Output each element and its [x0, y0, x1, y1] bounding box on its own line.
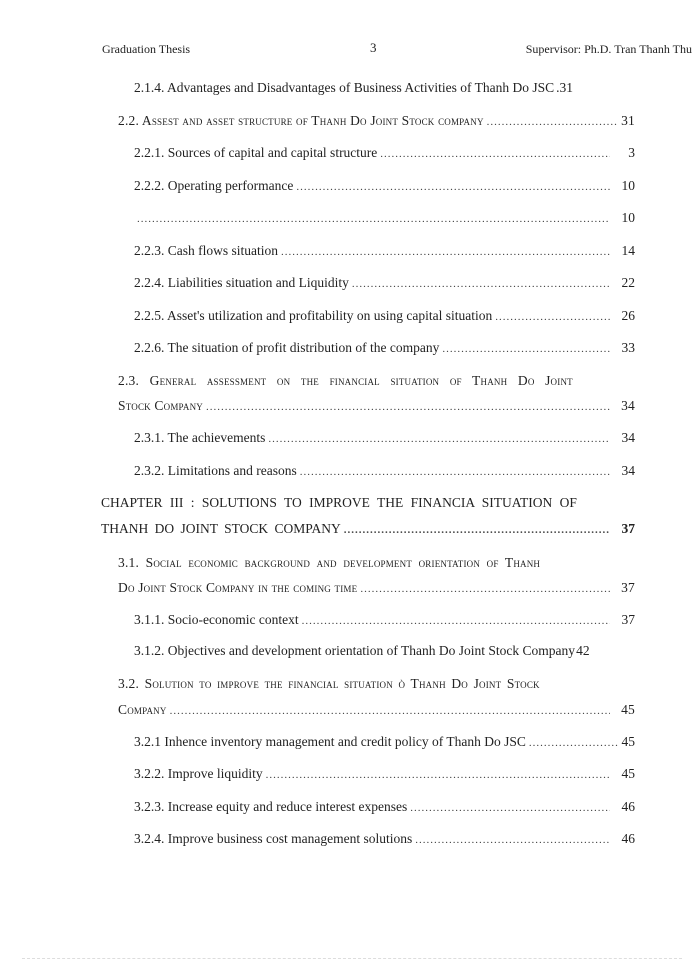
- dot-leader: [137, 213, 610, 225]
- dot-leader: [360, 583, 610, 595]
- dot-leader: [352, 278, 610, 290]
- toc-entry[interactable]: 3.1.2. Objectives and development orientation of Thanh Do Joint Stock Company 42: [134, 643, 590, 658]
- toc-entry[interactable]: 2.2.4. Liabilities situation and Liquidity ..... 22: [134, 275, 635, 291]
- toc-entry[interactable]: Company ..... 45: [118, 702, 635, 718]
- toc-entry[interactable]: 2.2.2. Operating performance ..... 10: [134, 178, 635, 194]
- dot-leader: [495, 311, 610, 323]
- toc-entry[interactable]: 2.2.5. Asset's utilization and profitability on using capital situation ..... 26: [134, 308, 635, 324]
- toc-entry[interactable]: 2.1.4. Advantages and Disadvantages of Business Activities of Thanh Do JSC .31: [134, 80, 573, 95]
- dot-leader: [529, 737, 619, 749]
- dot-leader: [487, 116, 618, 128]
- toc-entry[interactable]: 2.2.1. Sources of capital and capital structure ..... 3: [134, 145, 635, 161]
- toc-entry[interactable]: ..... 10: [134, 210, 635, 226]
- toc-entry[interactable]: Stock Company ..... 34: [118, 398, 635, 414]
- dot-leader: [300, 466, 610, 478]
- page-header: [0, 38, 700, 58]
- dot-leader: [410, 802, 610, 814]
- toc-entry[interactable]: THANH DO JOINT STOCK COMPANY ..... 37: [101, 521, 635, 537]
- toc-entry[interactable]: Do Joint Stock Company in the coming time ..... 37: [118, 580, 635, 596]
- dot-leader: [415, 834, 610, 846]
- header-supervisor: Supervisor: Ph.D. Tran Thanh Thu: [525, 42, 692, 56]
- toc-entry[interactable]: 3.2.3. Increase equity and reduce interest expenses ..... 46: [134, 799, 635, 815]
- dot-leader: [268, 433, 610, 445]
- toc-section-heading[interactable]: 3.2. Solution to improve the financial situation ò Thanh Do Joint Stock: [118, 676, 540, 691]
- dot-leader: [296, 181, 610, 193]
- dot-leader: [281, 246, 610, 258]
- toc-entry[interactable]: 3.2.2. Improve liquidity ..... 45: [134, 766, 635, 782]
- toc-entry[interactable]: 3.1.1. Socio-economic context ..... 37: [134, 612, 635, 628]
- toc-entry[interactable]: 2.2. Assest and asset structure of Thanh Do Joint Stock company ..... 31: [118, 113, 635, 129]
- dot-leader: [302, 615, 610, 627]
- dot-leader: [266, 769, 610, 781]
- toc-entry[interactable]: 3.2.4. Improve business cost management solutions ..... 46: [134, 831, 635, 847]
- toc-chapter-heading[interactable]: CHAPTER III : SOLUTIONS TO IMPROVE THE FINANCIA SITUATION OF: [101, 495, 577, 510]
- toc-section-heading[interactable]: 3.1. Social economic background and development orientation of Thanh: [118, 555, 541, 570]
- toc-entry[interactable]: 2.2.3. Cash flows situation ..... 14: [134, 243, 635, 259]
- dot-leader: [442, 343, 610, 355]
- toc-entry[interactable]: 3.2.1 Inhence inventory management and credit policy of Thanh Do JSC ..... 45: [134, 734, 635, 750]
- dot-leader: [344, 524, 610, 536]
- page-bottom-divider: [22, 958, 682, 959]
- toc-section-heading[interactable]: 2.3. General assessment on the financial situation of Thanh Do Joint: [118, 373, 573, 388]
- header-thesis-label: Graduation Thesis: [102, 42, 191, 56]
- dot-leader: [170, 705, 610, 717]
- toc-entry[interactable]: 2.2.6. The situation of profit distribution of the company ..... 33: [134, 340, 635, 356]
- dot-leader: [380, 148, 610, 160]
- dot-leader: [206, 401, 610, 413]
- header-page-number: 3: [370, 40, 377, 55]
- toc-entry[interactable]: 2.3.1. The achievements ..... 34: [134, 430, 635, 446]
- toc-entry[interactable]: 2.3.2. Limitations and reasons ..... 34: [134, 463, 635, 479]
